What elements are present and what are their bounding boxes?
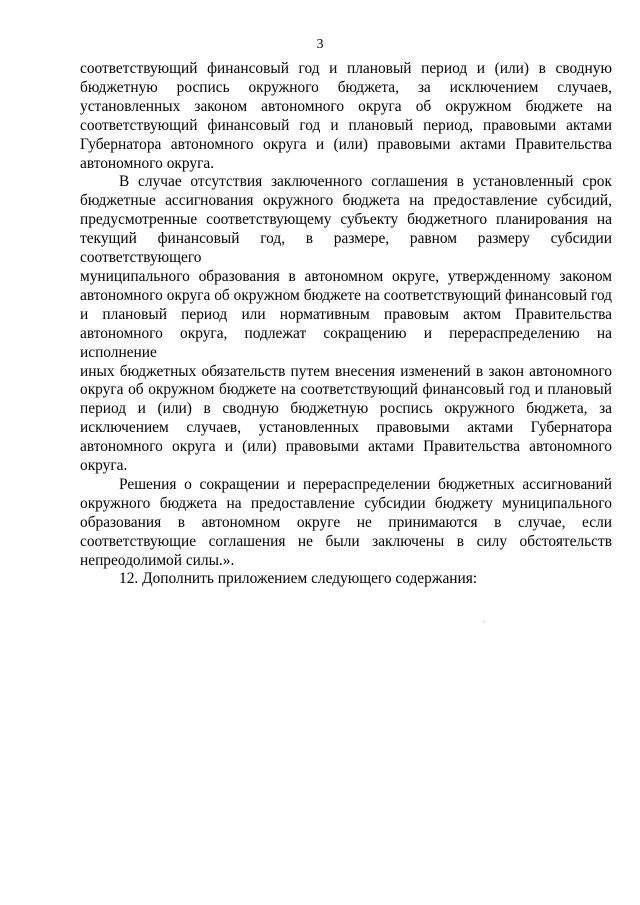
text-line: 12. Дополнить приложением следующего содержания: bbox=[119, 570, 478, 588]
text-line: автономного округа об окружном бюджете на соответствующий финансовый год bbox=[80, 286, 612, 304]
text-line: непреодолимой силы.». bbox=[80, 551, 235, 569]
text-line: установленных законом автономного округа об окружном бюджете на bbox=[80, 97, 612, 115]
paragraph-4 bbox=[80, 570, 612, 589]
text-line: соответствующие соглашения не были заключены в силу обстоятельств bbox=[80, 532, 612, 550]
text-line: бюджетные ассигнования окружного бюджета на предоставление субсидий, bbox=[80, 192, 612, 210]
text-line: Решения о сокращении и перераспределении бюджетных ассигнований bbox=[119, 475, 612, 493]
text-line: и плановый период или нормативным правовым актом Правительства bbox=[80, 305, 612, 323]
text-line: Губернатора автономного округа и (или) правовыми актами Правительства bbox=[80, 135, 612, 153]
text-line: округа. bbox=[80, 457, 128, 475]
text-line: соответствующий финансовый год и плановый период, правовыми актами bbox=[80, 116, 612, 134]
text-line: окружного бюджета на предоставление субсидии бюджету муниципального bbox=[80, 494, 612, 512]
text-line: бюджетную роспись окружного бюджета, за исключением случаев, bbox=[80, 78, 612, 96]
text-line: исключением случаев, установленных правовыми актами Губернатора bbox=[80, 419, 612, 437]
text-line: автономного округа. bbox=[80, 154, 215, 172]
paragraph-3 bbox=[80, 476, 612, 571]
text-line: иных бюджетных обязательств путем внесения изменений в закон автономного bbox=[80, 362, 612, 380]
text-line: муниципального образования в автономном округе, утвержденному законом bbox=[80, 267, 612, 285]
text-line: автономного округа и (или) правовыми актами Правительства автономного bbox=[80, 438, 612, 456]
text-line: текущий финансовый год, в размере, равном размеру субсидии соответствующего bbox=[80, 230, 612, 267]
page-number: 3 bbox=[316, 37, 324, 52]
text-line: предусмотренные соответствующему субъекту бюджетного планирования на bbox=[80, 211, 612, 229]
document-body bbox=[80, 60, 612, 589]
text-line: округа об окружном бюджете на соответствующий финансовый год и плановый bbox=[80, 381, 612, 399]
text-line: образования в автономном округе не принимаются в случае, если bbox=[80, 513, 612, 531]
text-line: В случае отсутствия заключенного соглашения в установленный срок bbox=[119, 173, 612, 191]
text-line: соответствующий финансовый год и плановый период и (или) в сводную bbox=[80, 60, 612, 77]
paragraph-1 bbox=[80, 60, 612, 173]
text-line: автономного округа, подлежат сокращению и перераспределению на исполнение bbox=[80, 324, 612, 361]
scan-speck bbox=[484, 621, 485, 622]
paragraph-2 bbox=[80, 173, 612, 476]
text-line: период и (или) в сводную бюджетную роспись окружного бюджета, за bbox=[80, 400, 612, 418]
